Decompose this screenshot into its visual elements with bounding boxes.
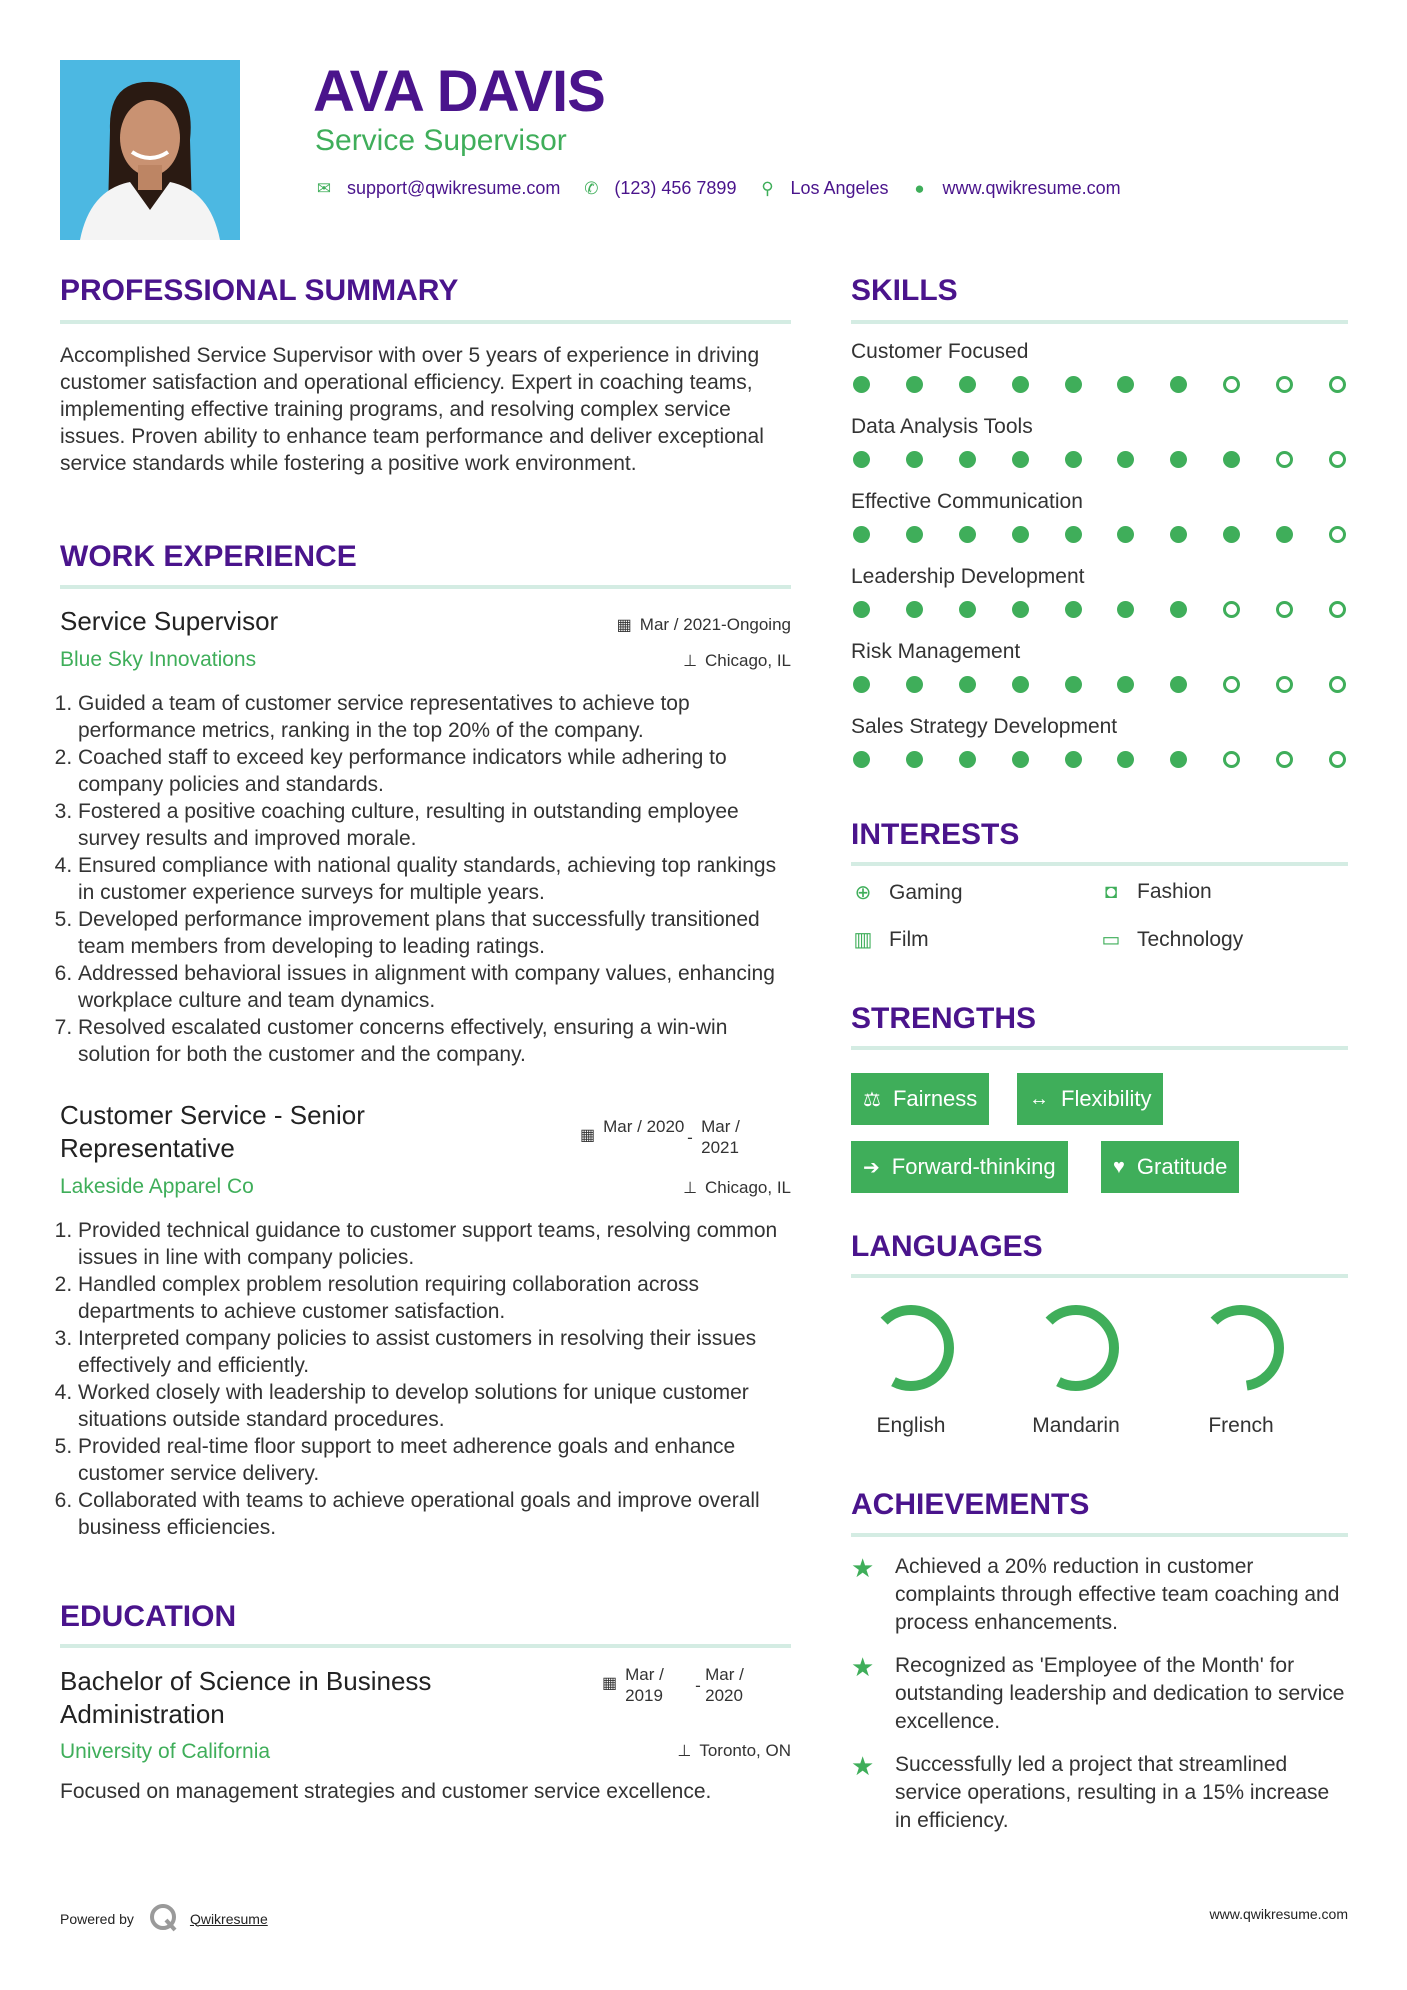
achievement-text: Successfully led a project that streamlined service operations, resulting in a 15% increase in efficiency. [895, 1753, 1330, 1832]
heart-icon: ♥ [1113, 1155, 1125, 1178]
skills-title: SKILLS [851, 274, 958, 307]
arrows-horizontal-icon: ↔ [1029, 1087, 1049, 1110]
contact-location-text: Los Angeles [790, 178, 889, 198]
rating-dot-filled [906, 751, 923, 768]
interest-technology [1099, 927, 1243, 952]
star-icon: ★ [851, 1553, 875, 1583]
qwikresume-logo-icon [148, 1902, 178, 1935]
work-divider [60, 585, 791, 589]
rating-dot-filled [1170, 526, 1187, 543]
rating-dot-filled [959, 751, 976, 768]
powered-label: Powered by [60, 1910, 134, 1927]
language-name: English [876, 1414, 946, 1437]
language-ring [1191, 1298, 1291, 1398]
rating-dot-filled [959, 376, 976, 393]
rating-dot-filled [853, 376, 870, 393]
rating-dot-empty [1329, 451, 1346, 468]
skill-row [851, 640, 1348, 715]
rating-dot-filled [853, 526, 870, 543]
achievement-text: Achieved a 20% reduction in customer complaints through effective team coaching and process enhancements. [895, 1555, 1340, 1634]
job-2-company: Lakeside Apparel Co [60, 1175, 254, 1198]
powered-by [60, 1902, 268, 1935]
skill-name: Risk Management [851, 640, 1021, 663]
rating-dot-empty [1223, 676, 1240, 693]
education-title: EDUCATION [60, 1600, 237, 1633]
language-level-arc [861, 1298, 961, 1398]
calendar-icon: ▦ [616, 617, 632, 634]
pushpin-icon: ⊥ [683, 1180, 697, 1197]
balance-scale-icon: ⚖ [863, 1088, 881, 1111]
education-date [602, 1664, 765, 1706]
skill-row [851, 415, 1348, 490]
rating-dot-filled [906, 376, 923, 393]
language-item [851, 1298, 971, 1438]
rating-dot-filled [1065, 451, 1082, 468]
job-2-date-end: Mar / 2021 [701, 1117, 740, 1157]
contact-email[interactable] [315, 178, 560, 199]
achievements-title: ACHIEVEMENTS [851, 1488, 1090, 1521]
phone-icon: ✆ [584, 178, 599, 198]
education-date-end: Mar / 2020 [705, 1665, 744, 1705]
film-icon: ▥ [853, 929, 873, 951]
envelope-icon: ✉ [316, 178, 332, 198]
education-location-text: Toronto, ON [699, 1741, 791, 1760]
job-2-location-text: Chicago, IL [705, 1178, 791, 1197]
skill-rating [851, 601, 1348, 618]
rating-dot-empty [1329, 676, 1346, 693]
rating-dot-filled [1170, 451, 1187, 468]
strengths-title: STRENGTHS [851, 1002, 1037, 1035]
rating-dot-filled [853, 601, 870, 618]
school-name: University of California [60, 1740, 271, 1763]
rating-dot-empty [1329, 751, 1346, 768]
achievement-item [851, 1553, 1345, 1637]
language-ring [1026, 1298, 1126, 1398]
rating-dot-filled [1012, 526, 1029, 543]
rating-dot-empty [1276, 451, 1293, 468]
job-2-location [480, 1178, 791, 1198]
list-item: 3. Interpreted company policies to assist customers in resolving their issues effectively and efficiently. [78, 1325, 791, 1379]
summary-title: PROFESSIONAL SUMMARY [60, 274, 459, 307]
rating-dot-filled [906, 451, 923, 468]
language-name: Mandarin [1032, 1414, 1120, 1437]
contact-phone-text: (123) 456 7899 [614, 178, 737, 198]
job-1-duties [60, 690, 791, 1068]
languages-divider [851, 1274, 1348, 1278]
rating-dot-filled [1170, 676, 1187, 693]
strengths-divider [851, 1046, 1348, 1050]
contact-website[interactable] [911, 178, 1121, 199]
interest-label: Gaming [889, 880, 963, 904]
skills-list [851, 340, 1348, 790]
laptop-icon: ▭ [1101, 929, 1121, 951]
rating-dot-empty [1223, 601, 1240, 618]
languages-title: LANGUAGES [851, 1230, 1043, 1263]
rating-dot-empty [1223, 751, 1240, 768]
job-1-date [480, 615, 791, 635]
strength-label: Forward-thinking [891, 1154, 1056, 1179]
list-item: 4. Ensured compliance with national quality standards, achieving top rankings in customer experience surveys for multiple years. [78, 852, 791, 906]
achievement-text: Recognized as 'Employee of the Month' for outstanding leadership and dedication to service excellence. [895, 1654, 1345, 1733]
skill-rating [851, 676, 1348, 693]
summary-divider [60, 320, 791, 324]
globe-icon: ● [914, 178, 925, 198]
education-date-start: Mar / 2019 [625, 1665, 664, 1705]
rating-dot-empty [1329, 601, 1346, 618]
arrow-right-icon: ➔ [863, 1156, 880, 1179]
language-level-arc [1026, 1298, 1126, 1398]
job-1-location [480, 651, 791, 671]
education-description: Focused on management strategies and customer service excellence. [60, 1780, 712, 1803]
list-item: 6. Collaborated with teams to achieve operational goals and improve overall business efficiencies. [78, 1487, 791, 1541]
skill-name: Effective Communication [851, 490, 1083, 513]
interest-label: Film [889, 927, 929, 951]
list-item: 2. Coached staff to exceed key performance indicators while adhering to company policies and standards. [78, 744, 791, 798]
skill-name: Sales Strategy Development [851, 715, 1118, 738]
candidate-name: AVA DAVIS [313, 59, 605, 124]
strength-tag-gratitude [1101, 1141, 1239, 1193]
strength-tag-flexibility [1017, 1073, 1163, 1125]
rating-dot-filled [1012, 751, 1029, 768]
education-divider [60, 1644, 791, 1648]
rating-dot-filled [1065, 751, 1082, 768]
list-item: 7. Resolved escalated customer concerns effectively, ensuring a win-win solution for both the customer and the company. [78, 1014, 791, 1068]
skill-rating [851, 751, 1348, 768]
interest-film [851, 927, 929, 952]
location-pin-icon: ⚲ [761, 178, 774, 198]
interest-gaming [851, 880, 963, 905]
footer-site[interactable]: www.qwikresume.com [1209, 1906, 1348, 1922]
rating-dot-filled [1117, 451, 1134, 468]
list-item: 5. Provided real-time floor support to meet adherence goals and enhance customer service delivery. [78, 1433, 791, 1487]
rating-dot-empty [1223, 376, 1240, 393]
rating-dot-empty [1276, 676, 1293, 693]
rating-dot-filled [906, 526, 923, 543]
work-title: WORK EXPERIENCE [60, 540, 357, 573]
education-location [480, 1741, 791, 1761]
rating-dot-filled [959, 451, 976, 468]
rating-dot-filled [1223, 451, 1240, 468]
skill-rating [851, 451, 1348, 468]
rating-dot-filled [1065, 676, 1082, 693]
shopping-bag-icon: ◘ [1104, 880, 1118, 903]
calendar-icon: ▦ [580, 1127, 596, 1144]
language-ring [861, 1298, 961, 1398]
rating-dot-filled [1065, 376, 1082, 393]
skills-divider [851, 320, 1348, 324]
candidate-role: Service Supervisor [315, 124, 567, 157]
interests-divider [851, 862, 1348, 866]
contact-bar [315, 178, 1143, 199]
skill-row [851, 490, 1348, 565]
skill-row [851, 565, 1348, 640]
calendar-icon: ▦ [602, 1675, 618, 1692]
skill-row [851, 340, 1348, 415]
job-1-title: Service Supervisor [60, 606, 279, 636]
pushpin-icon: ⊥ [683, 653, 697, 670]
language-name: French [1208, 1414, 1274, 1437]
strength-tag-forward-thinking [851, 1141, 1068, 1193]
rating-dot-filled [1170, 751, 1187, 768]
date-dash: - [695, 1676, 701, 1695]
rating-dot-filled [959, 676, 976, 693]
rating-dot-filled [959, 601, 976, 618]
profile-photo [60, 60, 240, 240]
interest-label: Technology [1137, 927, 1244, 951]
gamepad-icon: ⊕ [854, 882, 872, 904]
star-icon: ★ [851, 1652, 875, 1682]
degree-title: Bachelor of Science in Business Administration [60, 1666, 432, 1729]
date-dash: - [687, 1128, 693, 1147]
list-item: 3. Fostered a positive coaching culture, resulting in outstanding employee survey results and improved morale. [78, 798, 791, 852]
rating-dot-filled [1117, 751, 1134, 768]
achievement-item [851, 1751, 1345, 1835]
rating-dot-filled [1065, 601, 1082, 618]
rating-dot-filled [1276, 526, 1293, 543]
rating-dot-filled [1012, 451, 1029, 468]
skill-name: Data Analysis Tools [851, 415, 1033, 438]
strength-label: Fairness [892, 1086, 978, 1111]
job-1-date-text: Mar / 2021-Ongoing [639, 615, 791, 634]
rating-dot-empty [1276, 601, 1293, 618]
skill-rating [851, 526, 1348, 543]
rating-dot-filled [853, 751, 870, 768]
skill-name: Leadership Development [851, 565, 1085, 588]
rating-dot-filled [1117, 676, 1134, 693]
rating-dot-filled [906, 601, 923, 618]
pushpin-icon: ⊥ [677, 1743, 692, 1760]
language-item [1016, 1298, 1136, 1438]
star-icon: ★ [851, 1751, 875, 1781]
rating-dot-filled [1117, 376, 1134, 393]
list-item: 1. Guided a team of customer service representatives to achieve top performance metrics, ranking in the top 20% of the company. [78, 690, 791, 744]
rating-dot-empty [1276, 751, 1293, 768]
strength-label: Flexibility [1061, 1086, 1152, 1111]
strength-tag-fairness [851, 1073, 989, 1125]
rating-dot-filled [1117, 601, 1134, 618]
achievements-divider [851, 1533, 1348, 1537]
list-item: 1. Provided technical guidance to customer support teams, resolving common issues in line with company policies. [78, 1217, 791, 1271]
job-2-date-start: Mar / 2020 [603, 1117, 685, 1136]
rating-dot-filled [1170, 376, 1187, 393]
contact-location [758, 178, 888, 199]
job-2-title: Customer Service - Senior Representative [60, 1100, 365, 1163]
list-item: 5. Developed performance improvement plans that successfully transitioned team members from developing to leading ratings. [78, 906, 791, 960]
language-level-arc [1191, 1298, 1291, 1398]
rating-dot-filled [1117, 526, 1134, 543]
skill-rating [851, 376, 1348, 393]
list-item: 4. Worked closely with leadership to develop solutions for unique customer situations outside standard procedures. [78, 1379, 791, 1433]
rating-dot-empty [1329, 376, 1346, 393]
rating-dot-filled [1065, 526, 1082, 543]
rating-dot-filled [853, 676, 870, 693]
list-item: 2. Handled complex problem resolution requiring collaboration across departments to achieve customer satisfaction. [78, 1271, 791, 1325]
contact-website-text: www.qwikresume.com [942, 178, 1121, 198]
achievement-item [851, 1652, 1345, 1736]
skill-name: Customer Focused [851, 340, 1029, 363]
summary-text: Accomplished Service Supervisor with over 5 years of experience in driving customer satisfaction and operational efficiency. Expert in coaching teams, implementing effective training programs, and resolving complex service issues. Proven ability to enhance team performance and deliver exceptional service standards while fostering a positive work environment. [60, 344, 764, 475]
contact-phone[interactable] [582, 178, 736, 199]
interest-fashion [1099, 880, 1212, 904]
rating-dot-filled [959, 526, 976, 543]
languages-row [851, 1298, 1348, 1448]
rating-dot-empty [1329, 526, 1346, 543]
rating-dot-filled [1170, 601, 1187, 618]
rating-dot-filled [1012, 376, 1029, 393]
job-1-location-text: Chicago, IL [705, 651, 791, 670]
job-2-duties [60, 1217, 791, 1541]
rating-dot-filled [906, 676, 923, 693]
rating-dot-filled [853, 451, 870, 468]
language-item [1181, 1298, 1301, 1438]
interest-label: Fashion [1137, 880, 1212, 903]
rating-dot-empty [1276, 376, 1293, 393]
brand-link[interactable]: Qwikresume [189, 1910, 268, 1927]
rating-dot-filled [1012, 601, 1029, 618]
contact-email-text: support@qwikresume.com [347, 178, 561, 198]
interests-title: INTERESTS [851, 818, 1020, 851]
strength-label: Gratitude [1136, 1154, 1228, 1179]
rating-dot-filled [1012, 676, 1029, 693]
rating-dot-filled [1223, 526, 1240, 543]
list-item: 6. Addressed behavioral issues in alignment with company values, enhancing workplace culture and team dynamics. [78, 960, 791, 1014]
job-2-date [580, 1116, 761, 1158]
skill-row [851, 715, 1348, 790]
job-1-company: Blue Sky Innovations [60, 648, 257, 671]
